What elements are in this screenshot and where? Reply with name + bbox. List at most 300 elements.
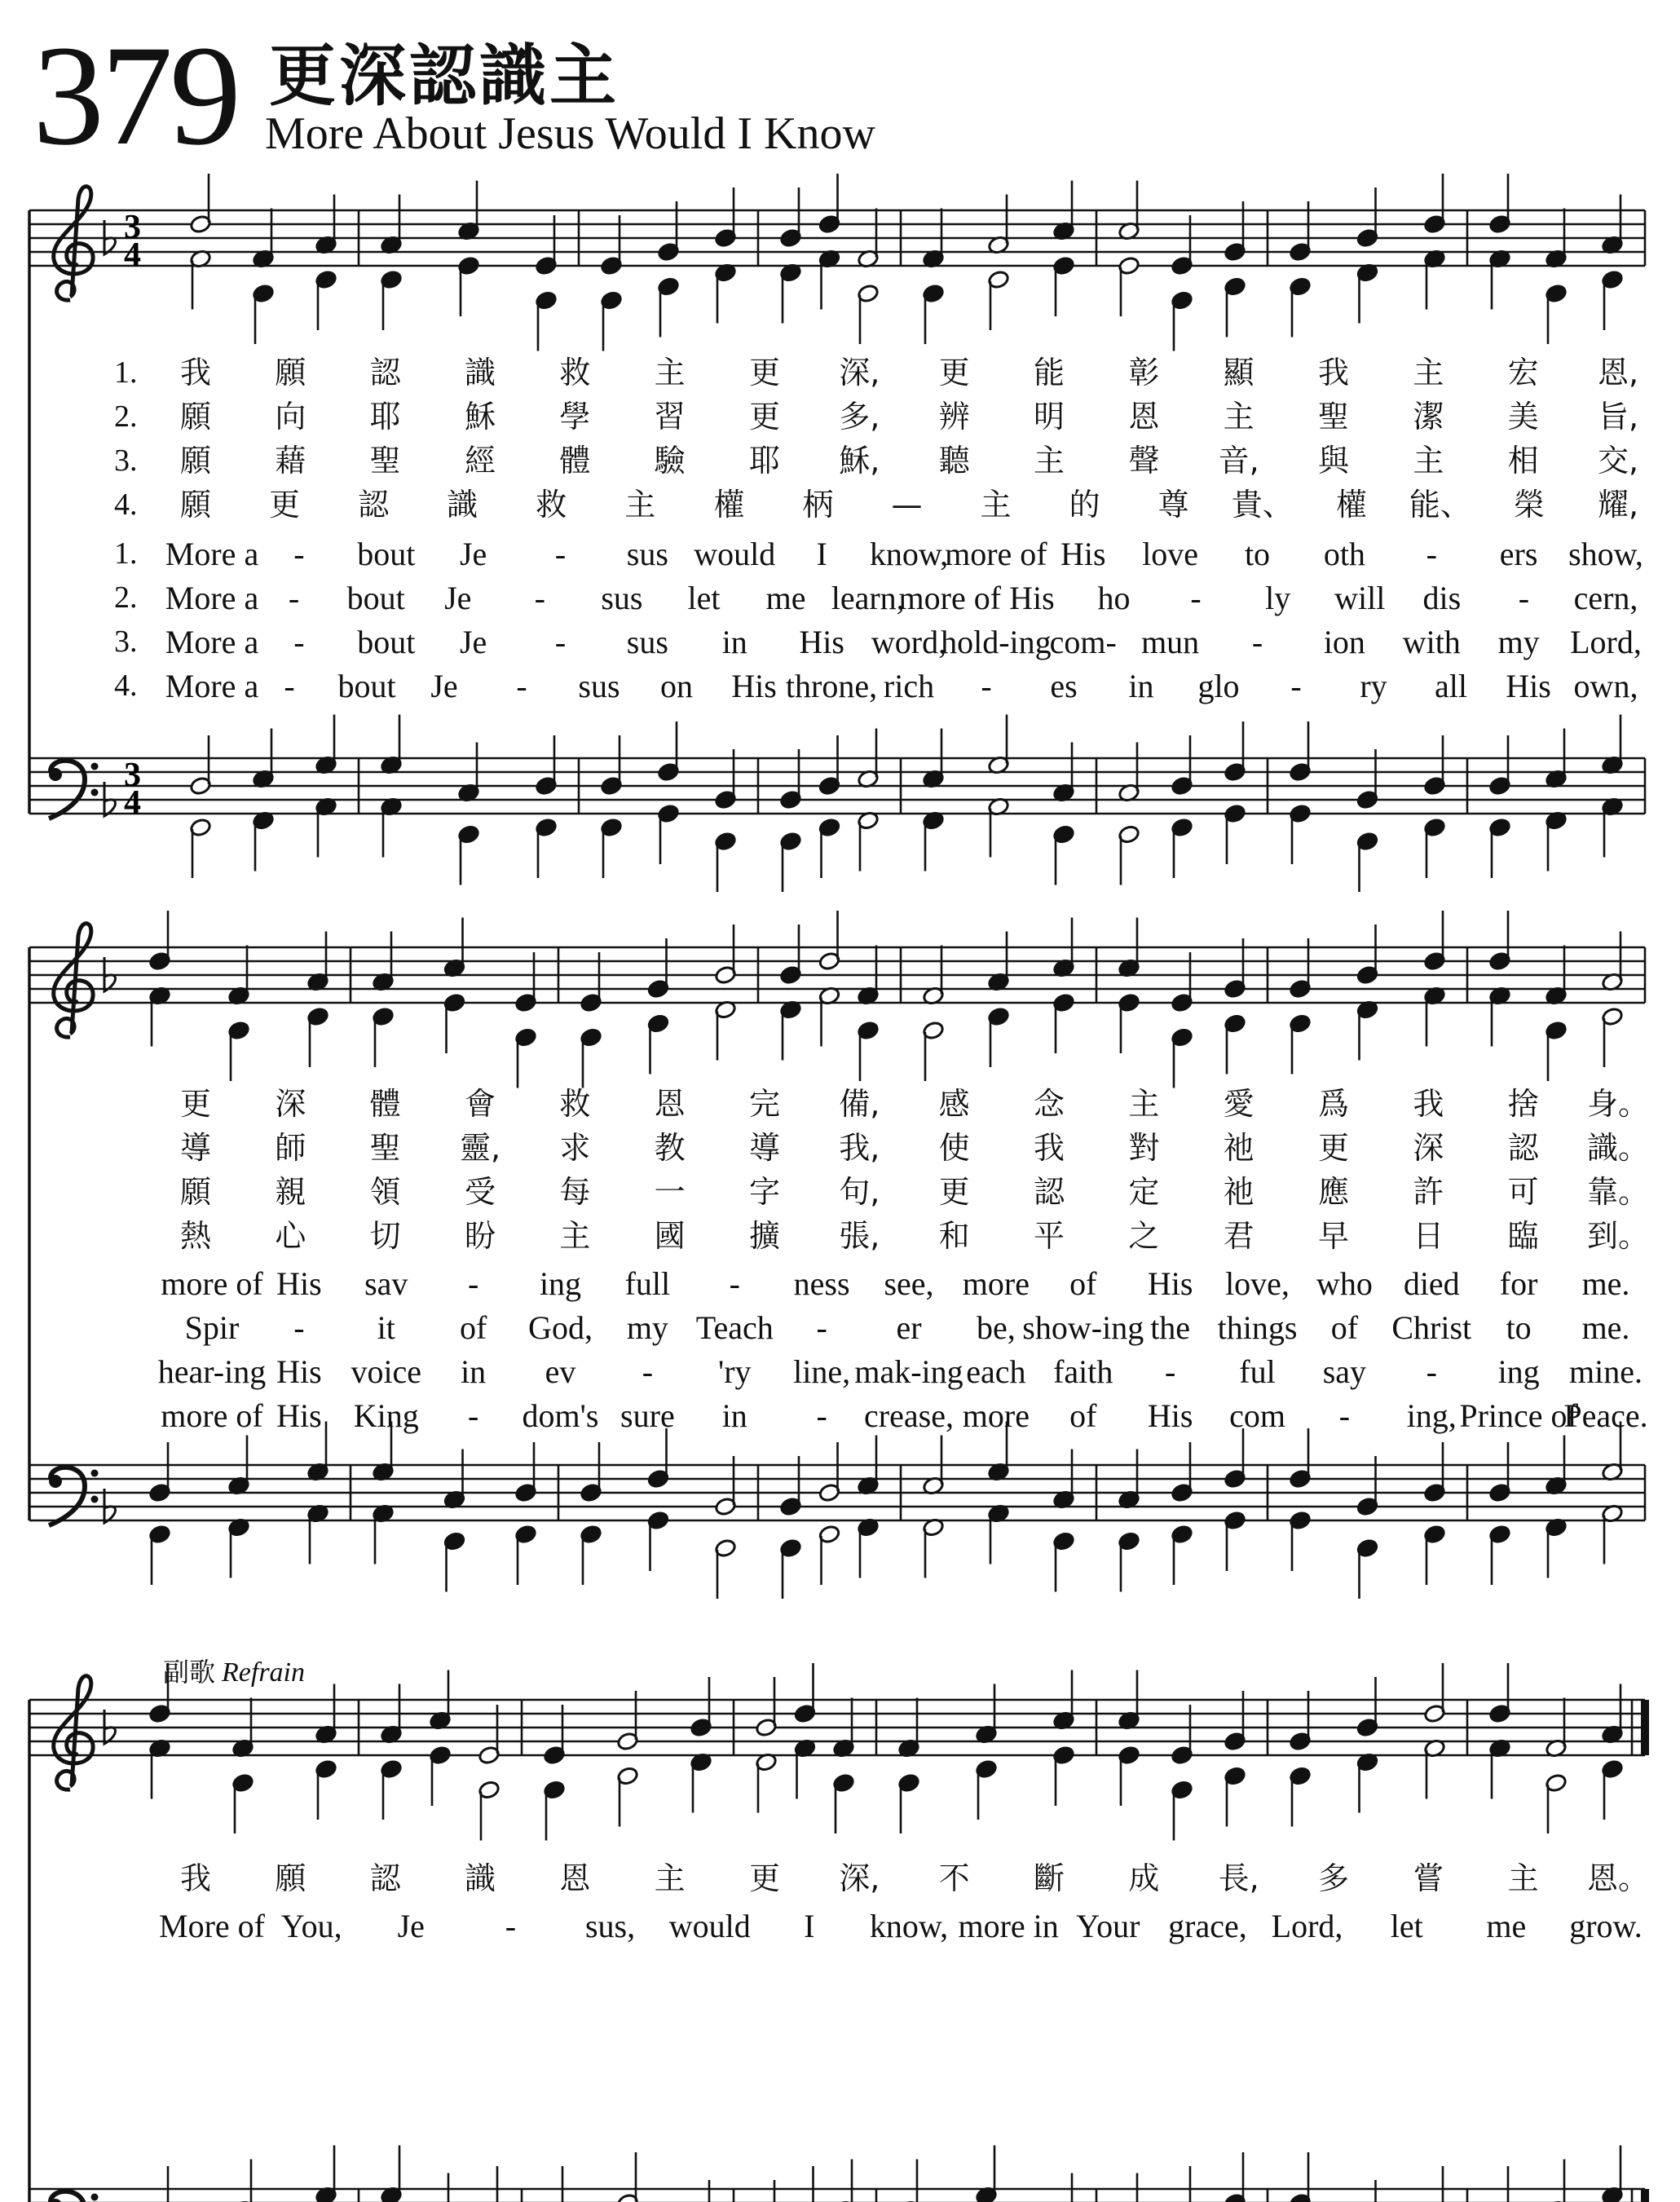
treble-clef-icon (54, 924, 93, 1037)
lyric-syllable-chinese: 尊 (1157, 487, 1189, 523)
lyric-syllable-english: more of (945, 536, 1047, 572)
lyric-syllable-chinese: 聖 (369, 1130, 401, 1166)
lyric-syllable-chinese: 導 (179, 1130, 212, 1166)
verse-number: 2. (114, 399, 138, 434)
bass-clef-dot (49, 1475, 62, 1488)
lyric-syllable-english: - (729, 1265, 740, 1302)
hymn-number: 379 (33, 16, 238, 175)
lyric-syllable-english: bout (357, 624, 416, 660)
lyric-syllable-english: throne, (785, 668, 878, 704)
lyric-syllable-english: of (1069, 1265, 1097, 1302)
lyric-syllable-english: ev (545, 1353, 576, 1390)
lyric-syllable-chinese: 之 (1128, 1218, 1160, 1254)
lyric-syllable-english: ho (1097, 580, 1131, 616)
lyric-syllable-chinese: 斷 (1033, 1860, 1065, 1896)
lyric-syllable-chinese: 主 (654, 1860, 686, 1896)
lyric-syllable-english: of (1330, 1309, 1359, 1346)
lyric-syllable-chinese: 更 (179, 1086, 212, 1122)
lyric-syllable-english: dis (1422, 580, 1462, 616)
lyric-syllable-chinese: 更 (748, 355, 781, 391)
lyric-syllable-chinese: 願 (179, 1174, 212, 1210)
lyric-syllable-chinese: 聖 (1317, 399, 1350, 435)
lyric-syllable-english: ing (539, 1265, 582, 1302)
lyric-syllable-chinese: 擴 (748, 1218, 781, 1254)
lyric-syllable-chinese: 救 (536, 487, 567, 523)
lyric-syllable-chinese: 教 (654, 1130, 686, 1166)
lyric-syllable-english: glo (1197, 668, 1240, 704)
lyric-syllable-english: with (1402, 624, 1461, 660)
refrain-label-chinese: 副歌 (163, 1657, 216, 1688)
lyric-syllable-chinese: 國 (654, 1218, 686, 1254)
lyric-syllable-chinese: 祂 (1223, 1174, 1254, 1210)
lyric-syllable-english: my (626, 1309, 668, 1346)
chinese-lyric-line (0, 1860, 1680, 1896)
lyric-syllable-english: - (293, 624, 305, 660)
lyric-syllable-chinese: 主 (980, 487, 1012, 523)
lyric-syllable-chinese: 認 (1507, 1130, 1539, 1166)
lyric-syllable-chinese: 切 (369, 1218, 401, 1254)
lyric-syllable-chinese: 願 (179, 399, 212, 435)
lyric-syllable-english: Spir (184, 1309, 240, 1346)
lyric-syllable-english: Je (397, 1908, 425, 1944)
lyric-syllable-english: - (293, 536, 305, 572)
lyric-syllable-chinese: 許 (1413, 1174, 1444, 1210)
lyric-syllable-english: my (1497, 624, 1540, 660)
lyric-syllable-english: You, (280, 1908, 342, 1944)
lyric-syllable-chinese: 主 (1413, 443, 1444, 479)
lyric-syllable-chinese: 主 (559, 1218, 591, 1254)
bass-clef-dot (91, 789, 99, 797)
chinese-lyric-line (0, 399, 1680, 435)
lyric-syllable-english: His (1009, 580, 1055, 616)
lyric-syllable-english: Your (1076, 1908, 1140, 1944)
lyric-syllable-english: 'ry (717, 1353, 752, 1390)
lyric-syllable-english: Teach (695, 1309, 774, 1346)
lyric-syllable-chinese: 聖 (369, 443, 401, 479)
lyric-syllable-chinese: 穌, (839, 443, 880, 479)
lyric-syllable-english: more (962, 1265, 1030, 1302)
lyric-syllable-english: sus, (584, 1908, 636, 1944)
lyric-syllable-english: - (1290, 668, 1302, 704)
lyric-syllable-english: faith (1053, 1353, 1113, 1390)
lyric-syllable-english: me. (1581, 1265, 1630, 1302)
lyric-syllable-english: died (1403, 1265, 1460, 1302)
bass-clef-dot (91, 763, 99, 770)
lyric-syllable-english: in (721, 1397, 747, 1434)
lyric-syllable-chinese: 嘗 (1413, 1860, 1444, 1896)
bass-clef-dot (91, 1496, 99, 1503)
lyric-syllable-english: all (1435, 668, 1467, 704)
lyric-syllable-english: ry (1360, 668, 1387, 704)
lyric-syllable-chinese: 爲 (1317, 1086, 1350, 1122)
lyric-syllable-chinese: 備, (839, 1086, 880, 1122)
time-signature-top: 3 (124, 209, 141, 246)
lyric-syllable-english: rich (883, 668, 935, 704)
lyric-syllable-chinese: 權 (713, 487, 745, 523)
lyric-syllable-english: me (765, 580, 806, 616)
lyric-syllable-english: es (1050, 668, 1078, 704)
lyric-syllable-chinese: 求 (559, 1130, 591, 1166)
lyric-syllable-english: - (467, 1265, 479, 1302)
lyric-syllable-english: sus (578, 668, 620, 704)
lyric-syllable-chinese: 我 (1413, 1086, 1444, 1122)
lyric-syllable-chinese: 識 (447, 487, 478, 523)
lyric-syllable-english: - (642, 1353, 654, 1390)
lyric-syllable-chinese: 多, (839, 399, 880, 435)
lyric-syllable-chinese: 恩, (1597, 355, 1639, 391)
lyric-syllable-chinese: 張, (839, 1218, 880, 1254)
chinese-lyric-line (0, 443, 1680, 479)
lyric-syllable-english: know, (869, 536, 949, 572)
lyric-syllable-english: His (276, 1397, 322, 1434)
lyric-syllable-english: ing, (1406, 1397, 1457, 1434)
english-lyric-line (0, 1265, 1680, 1302)
lyric-syllable-english: bout (357, 536, 416, 572)
lyric-syllable-chinese: 恩 (1128, 399, 1160, 435)
lyric-syllable-english: God, (528, 1309, 593, 1346)
lyric-syllable-english: - (981, 668, 992, 704)
lyric-syllable-english: - (1518, 580, 1530, 616)
lyric-syllable-chinese: 靈, (459, 1130, 501, 1166)
lyric-syllable-chinese: 對 (1128, 1130, 1160, 1166)
lyric-syllable-chinese: 主 (1413, 355, 1444, 391)
english-lyric-line (0, 1309, 1680, 1346)
lyric-syllable-chinese: 經 (464, 443, 496, 479)
lyric-syllable-chinese: 識 (464, 1860, 496, 1896)
lyric-syllable-chinese: 救 (559, 355, 591, 391)
lyric-syllable-chinese: 能 (1033, 355, 1065, 391)
chinese-lyric-line (0, 1218, 1680, 1254)
bass-clef-dot (91, 2194, 99, 2201)
verse-number: 1. (114, 536, 138, 571)
lyric-syllable-chinese: 一 (654, 1174, 686, 1210)
lyric-syllable-english: would (694, 536, 776, 572)
lyric-syllable-chinese: 學 (559, 399, 591, 435)
lyric-syllable-english: who (1316, 1265, 1373, 1302)
lyric-syllable-english: His (1060, 536, 1106, 572)
lyric-syllable-chinese: 彰 (1128, 355, 1160, 391)
lyric-syllable-chinese: 認 (369, 355, 401, 391)
verse-number: 3. (114, 624, 138, 659)
lyric-syllable-chinese: 更 (938, 1174, 970, 1210)
lyric-syllable-english: - (467, 1397, 479, 1434)
lyric-syllable-english: would (668, 1908, 751, 1944)
lyric-syllable-english: word, (871, 624, 947, 660)
lyric-syllable-chinese: 會 (464, 1086, 496, 1122)
lyric-syllable-chinese: 到。 (1586, 1218, 1650, 1254)
lyric-syllable-english: more in (958, 1908, 1059, 1944)
lyric-syllable-chinese: 主 (1128, 1086, 1160, 1122)
lyric-syllable-english: Christ (1391, 1309, 1472, 1346)
lyric-syllable-english: cern, (1573, 580, 1638, 616)
lyric-syllable-english: - (554, 536, 567, 572)
english-lyric-line (0, 1908, 1680, 1944)
lyric-syllable-english: Je (430, 668, 458, 704)
lyric-syllable-chinese: 認 (369, 1860, 401, 1896)
lyric-syllable-chinese: 完 (748, 1086, 781, 1122)
lyric-syllable-english: Lord, (1570, 624, 1642, 660)
lyric-syllable-english: know, (869, 1908, 949, 1944)
lyric-syllable-chinese: 識。 (1586, 1130, 1650, 1166)
chinese-lyric-line (0, 1174, 1680, 1210)
lyric-syllable-english: learn, (831, 580, 905, 616)
lyric-syllable-chinese: 耀, (1597, 487, 1639, 523)
lyric-syllable-english: - (1426, 536, 1437, 572)
lyric-syllable-english: hear-ing (157, 1353, 267, 1390)
time-signature-top: 3 (124, 757, 141, 794)
verse-number: 3. (114, 443, 138, 478)
lyric-syllable-chinese: 體 (559, 443, 591, 479)
lyric-syllable-chinese: 我 (1317, 355, 1350, 391)
lyric-syllable-english: things (1217, 1309, 1298, 1346)
lyric-syllable-chinese: 耶 (369, 399, 401, 435)
lyric-syllable-chinese: 聽 (938, 443, 970, 479)
lyric-syllable-chinese: 深, (839, 1860, 880, 1896)
lyric-syllable-chinese: 更 (748, 399, 781, 435)
lyric-syllable-english: each (966, 1353, 1026, 1390)
lyric-syllable-chinese: 宏 (1507, 355, 1539, 391)
lyric-syllable-chinese: 識 (464, 355, 496, 391)
lyric-syllable-chinese: 盼 (464, 1218, 496, 1254)
lyric-syllable-chinese: 更 (1317, 1130, 1350, 1166)
bass-clef-dot (49, 768, 62, 781)
lyric-syllable-chinese: 願 (275, 1860, 306, 1896)
lyric-syllable-english: ing (1497, 1353, 1540, 1390)
lyric-syllable-chinese: 臨 (1507, 1218, 1539, 1254)
lyric-syllable-english: line, (793, 1353, 851, 1390)
lyric-syllable-english: in (461, 1353, 487, 1390)
english-lyric-line (0, 580, 1680, 616)
english-lyric-line (0, 536, 1680, 572)
lyric-syllable-english: Lord, (1271, 1908, 1343, 1944)
lyric-syllable-english: bout (346, 580, 405, 616)
lyric-syllable-english: ers (1499, 536, 1538, 572)
lyric-syllable-english: - (284, 668, 295, 704)
lyric-syllable-english: more of (161, 1397, 263, 1434)
lyric-syllable-chinese: 受 (464, 1174, 496, 1210)
lyric-syllable-english: - (505, 1908, 517, 1944)
lyric-syllable-chinese: 我, (839, 1130, 880, 1166)
lyric-syllable-english: the (1150, 1309, 1191, 1346)
lyric-syllable-chinese: 願 (179, 443, 212, 479)
lyric-syllable-chinese: 領 (369, 1174, 401, 1210)
lyric-syllable-english: sus (601, 580, 643, 616)
lyric-syllable-chinese: 更 (748, 1860, 781, 1896)
lyric-syllable-chinese: 榮 (1513, 487, 1545, 523)
lyric-syllable-chinese: 可 (1507, 1174, 1539, 1210)
lyric-syllable-chinese: 平 (1033, 1218, 1065, 1254)
lyric-syllable-chinese: 明 (1033, 399, 1065, 435)
lyric-syllable-english: grow. (1569, 1908, 1643, 1944)
lyric-syllable-chinese: 每 (559, 1174, 591, 1210)
lyric-syllable-chinese: 恩 (654, 1086, 686, 1122)
lyric-syllable-chinese: 親 (275, 1174, 306, 1210)
treble-clef-icon (54, 187, 93, 300)
lyric-syllable-english: hold-ing (941, 624, 1052, 660)
lyric-syllable-english: more of (898, 580, 1002, 616)
lyric-syllable-english: let (1390, 1908, 1423, 1944)
lyric-syllable-english: Peace. (1563, 1397, 1648, 1434)
lyric-syllable-chinese: 穌 (464, 399, 496, 435)
lyric-syllable-chinese: 我 (179, 1860, 212, 1896)
lyric-syllable-english: com (1229, 1397, 1285, 1434)
lyric-syllable-english: of (1069, 1397, 1097, 1434)
lyric-syllable-chinese: 耶 (748, 443, 781, 479)
hymn-title-english: More About Jesus Would I Know (265, 108, 875, 159)
lyric-syllable-chinese: 向 (275, 399, 306, 435)
lyric-syllable-chinese: 驗 (654, 443, 686, 479)
lyric-syllable-chinese: 感 (938, 1086, 970, 1122)
chinese-lyric-line (0, 487, 1680, 523)
lyric-syllable-chinese: 深 (1413, 1130, 1444, 1166)
lyric-syllable-chinese: — (891, 487, 923, 523)
hymn-title-chinese: 更深認識主 (269, 38, 620, 115)
lyric-syllable-chinese: 與 (1317, 443, 1350, 479)
lyric-syllable-english: More a (165, 624, 259, 660)
lyric-syllable-english: to (1506, 1309, 1532, 1346)
refrain-label-english: Refrain (222, 1657, 305, 1688)
lyric-syllable-english: crease, (864, 1397, 954, 1434)
lyric-syllable-chinese: 認 (358, 487, 390, 523)
lyric-syllable-chinese: 能、 (1409, 487, 1471, 523)
lyric-syllable-chinese: 的 (1069, 487, 1100, 523)
lyric-syllable-english: mun (1141, 624, 1200, 660)
lyric-syllable-english: voice (351, 1353, 422, 1390)
lyric-syllable-english: His (731, 668, 777, 704)
lyric-syllable-english: sus (626, 536, 668, 572)
lyric-syllable-english: More a (165, 668, 259, 704)
lyric-syllable-english: on (660, 668, 693, 704)
lyric-syllable-chinese: 潔 (1413, 399, 1444, 435)
lyric-syllable-english: ful (1239, 1353, 1276, 1390)
lyric-syllable-chinese: 習 (654, 399, 686, 435)
lyric-syllable-chinese: 我 (1033, 1130, 1065, 1166)
lyric-syllable-chinese: 成 (1128, 1860, 1160, 1896)
lyric-syllable-english: mak-ing (854, 1353, 963, 1390)
lyric-syllable-chinese: 句, (839, 1174, 880, 1210)
lyric-syllable-chinese: 恩 (559, 1860, 591, 1896)
lyric-syllable-english: - (1190, 580, 1202, 616)
lyric-syllable-english: ly (1265, 580, 1291, 616)
lyric-syllable-chinese: 應 (1317, 1174, 1350, 1210)
lyric-syllable-chinese: 美 (1507, 399, 1539, 435)
lyric-syllable-chinese: 認 (1033, 1174, 1065, 1210)
chinese-lyric-line (0, 1130, 1680, 1166)
verse-number: 4. (114, 669, 138, 703)
lyric-syllable-english: er (896, 1309, 922, 1346)
lyric-syllable-english: - (516, 668, 527, 704)
lyric-syllable-chinese: 祂 (1223, 1130, 1254, 1166)
lyric-syllable-english: Je (444, 580, 472, 616)
verse-number: 2. (114, 580, 138, 615)
lyric-syllable-english: dom's (522, 1397, 599, 1434)
lyric-syllable-chinese: 顯 (1223, 355, 1254, 391)
lyric-syllable-chinese: 旨, (1597, 399, 1639, 435)
lyric-syllable-english: more (962, 1397, 1030, 1434)
time-signature-bottom: 4 (124, 236, 141, 274)
lyric-syllable-english: me (1486, 1908, 1527, 1944)
lyric-syllable-chinese: 柄 (802, 487, 834, 523)
lyric-syllable-english: I (804, 1908, 815, 1944)
lyric-syllable-english: full (624, 1265, 671, 1302)
lyric-syllable-english: of (459, 1309, 487, 1346)
verse-number: 4. (114, 488, 138, 522)
lyric-syllable-english: mine. (1569, 1353, 1643, 1390)
lyric-syllable-chinese: 藉 (275, 443, 306, 479)
lyric-syllable-english: me. (1581, 1309, 1630, 1346)
lyric-syllable-english: show-ing (1022, 1309, 1144, 1346)
lyric-syllable-english: own, (1573, 668, 1638, 704)
lyric-syllable-chinese: 靠。 (1586, 1174, 1650, 1210)
lyric-syllable-english: sure (620, 1397, 675, 1434)
lyric-syllable-chinese: 貴、 (1231, 487, 1294, 523)
lyric-syllable-chinese: 早 (1317, 1218, 1350, 1254)
lyric-syllable-chinese: 體 (369, 1086, 401, 1122)
lyric-syllable-english: show, (1568, 536, 1643, 572)
lyric-syllable-chinese: 願 (275, 355, 306, 391)
lyric-syllable-chinese: 使 (938, 1130, 970, 1166)
lyric-syllable-english: - (1338, 1397, 1351, 1434)
treble-clef-icon (54, 1676, 93, 1789)
lyric-syllable-chinese: 定 (1128, 1174, 1160, 1210)
lyric-syllable-chinese: 聲 (1128, 443, 1160, 479)
lyric-syllable-english: in (1128, 668, 1154, 704)
lyric-syllable-english: - (816, 1397, 827, 1434)
lyric-syllable-chinese: 不 (938, 1860, 970, 1896)
lyric-syllable-english: - (1251, 624, 1263, 660)
chinese-lyric-line (0, 355, 1680, 391)
lyric-syllable-english: His (276, 1265, 322, 1302)
lyric-syllable-english: I (816, 536, 827, 572)
english-lyric-line (0, 668, 1680, 704)
lyric-syllable-english: More a (165, 580, 259, 616)
lyric-syllable-chinese: 權 (1335, 487, 1367, 523)
bass-clef-dot (91, 1470, 99, 1477)
english-lyric-line (0, 624, 1680, 660)
lyric-syllable-chinese: 音, (1218, 443, 1259, 479)
lyric-syllable-english: Je (459, 536, 487, 572)
lyric-syllable-english: Je (459, 624, 487, 660)
time-signature-bottom: 4 (124, 784, 141, 822)
lyric-syllable-chinese: 熱 (179, 1218, 212, 1254)
lyric-syllable-chinese: 相 (1507, 443, 1539, 479)
lyric-syllable-english: say (1322, 1353, 1367, 1390)
lyric-syllable-english: love (1142, 536, 1199, 572)
lyric-syllable-chinese: 主 (624, 487, 656, 523)
lyric-syllable-chinese: 念 (1033, 1086, 1065, 1122)
lyric-syllable-english: - (288, 580, 300, 616)
english-lyric-line (0, 1353, 1680, 1390)
lyric-syllable-chinese: 長, (1218, 1860, 1259, 1896)
lyric-syllable-english: let (687, 580, 721, 616)
lyric-syllable-chinese: 和 (938, 1218, 970, 1254)
lyric-syllable-english: bout (337, 668, 396, 704)
lyric-syllable-english: Prince of (1459, 1397, 1578, 1434)
lyric-syllable-chinese: 我 (179, 355, 212, 391)
lyric-syllable-english: com- (1049, 624, 1117, 660)
lyric-syllable-chinese: 交, (1597, 443, 1639, 479)
lyric-syllable-english: ion (1323, 624, 1365, 660)
lyric-syllable-chinese: 主 (654, 355, 686, 391)
lyric-syllable-english: sus (626, 624, 668, 660)
lyric-syllable-english: ness (793, 1265, 850, 1302)
lyric-syllable-chinese: 多 (1317, 1860, 1350, 1896)
lyric-syllable-english: oth (1323, 536, 1365, 572)
lyric-syllable-english: grace, (1168, 1908, 1247, 1944)
lyric-syllable-chinese: 主 (1507, 1860, 1539, 1896)
lyric-syllable-chinese: 日 (1413, 1218, 1444, 1254)
lyric-syllable-chinese: 心 (275, 1218, 306, 1254)
